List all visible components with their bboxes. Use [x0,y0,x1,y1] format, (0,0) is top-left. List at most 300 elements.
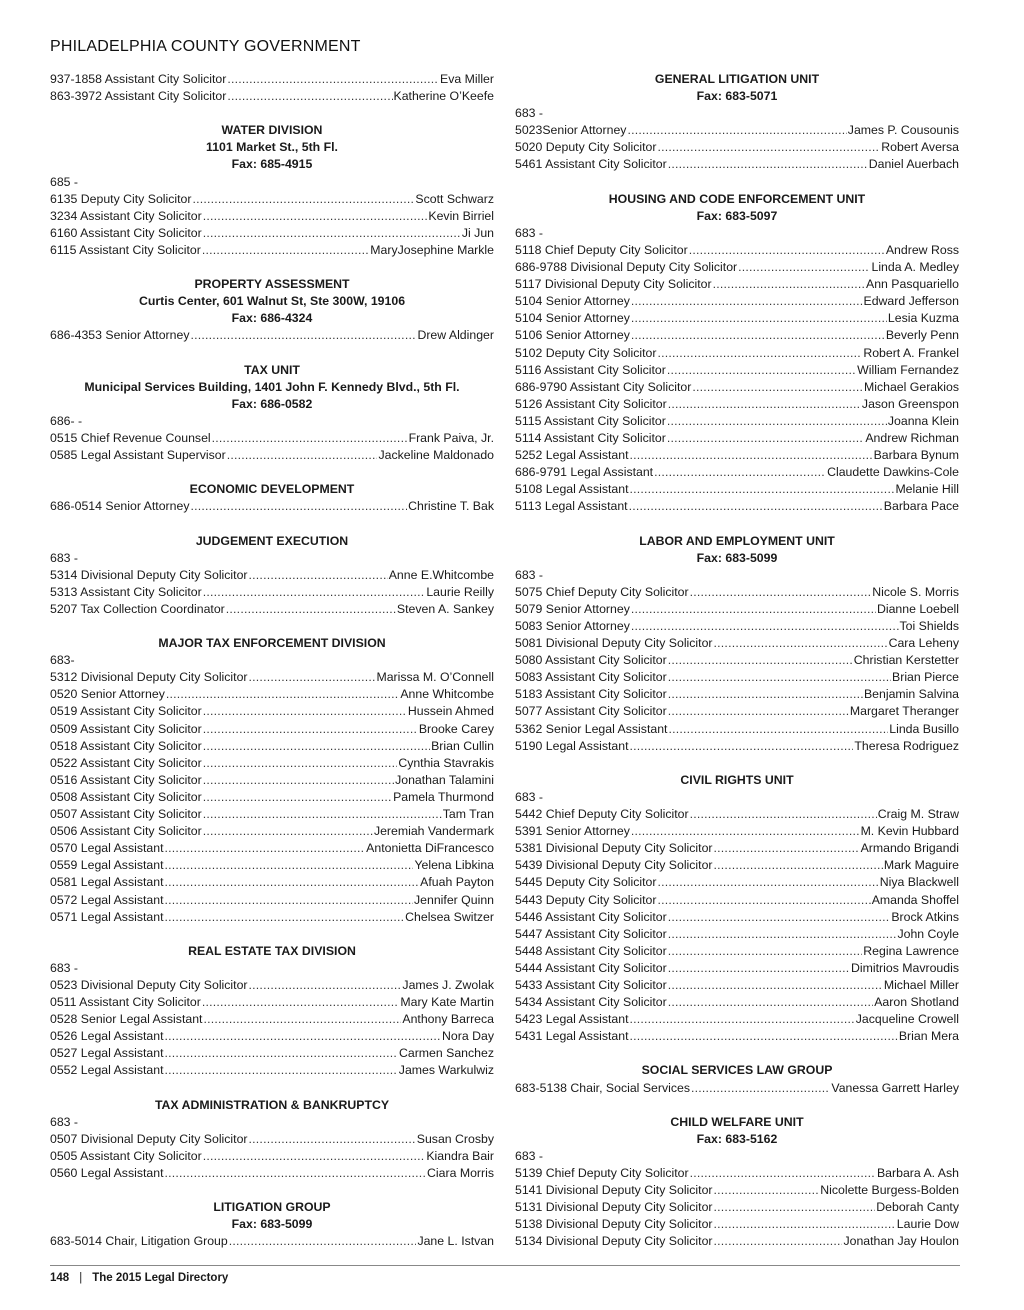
entry-name: Claudette Dawkins-Cole [827,465,959,480]
entry-title: 0505 Assistant City Solicitor [50,1148,202,1163]
entry-name: Afuah Payton [420,875,494,890]
entry-title: 5141 Divisional Deputy City Solicitor [515,1183,713,1198]
dot-leader [165,840,366,857]
dot-leader [203,738,430,755]
dot-leader [631,310,887,327]
dot-leader [657,345,862,362]
entry-name: James J. Zwolak [402,977,494,992]
page-number: 148 [50,1272,70,1284]
entry-name: Niya Blackwell [879,875,959,890]
phone-prefix: 683 - [515,225,544,240]
dot-leader [165,857,414,874]
entry-title: 0528 Senior Legal Assistant [50,1012,203,1027]
dot-leader [668,994,873,1011]
section-heading: ECONOMIC DEVELOPMENT [189,482,355,497]
entry-name: Theresa Rodriguez [854,738,959,753]
directory-entry [50,327,494,344]
directory-entry [50,242,494,259]
section-spacer [515,174,959,191]
entry-title: 0581 Legal Assistant [50,875,164,890]
directory-entry [50,88,494,105]
entry-name: Kiandra Bair [426,1148,494,1163]
entry-title: 5314 Divisional Deputy City Solicitor [50,567,248,582]
entry-name: Katherine O’Keefe [393,89,494,104]
entry-title: 686-9791 Legal Assistant [515,465,654,480]
directory-entry [50,1233,494,1250]
directory-entry [50,874,494,891]
dot-leader [226,601,396,618]
section-spacer [515,1097,959,1114]
entry-title: 5439 Divisional Deputy City Solicitor [515,858,713,873]
directory-entry [50,601,494,618]
directory-entry [50,772,494,789]
entry-title: 0520 Senior Attorney [50,687,165,702]
directory-entry [515,738,959,755]
entry-name: Christian Kerstetter [853,653,959,668]
directory-entry [50,430,494,447]
dot-leader [668,943,863,960]
section-spacer [50,1080,494,1097]
dot-leader [249,1131,416,1148]
directory-entry [515,310,959,327]
dot-leader [631,327,885,344]
section-heading: Municipal Services Building, 1401 John F. Kennedy Blvd., 5th Fl. [84,379,460,394]
entry-title: 5446 Assistant City Solicitor [515,909,667,924]
section-heading: PROPERTY ASSESSMENT [194,277,350,292]
entry-name: James Warkulwiz [398,1063,494,1078]
entry-title: 937-1858 Assistant City Solicitor [50,72,227,86]
directory-entry [50,447,494,464]
entry-title: 5431 Legal Assistant [515,1029,629,1044]
entry-title: 0519 Assistant City Solicitor [50,704,202,719]
section-heading: 1101 Market St., 5th Fl. [206,140,338,155]
entry-title: 5313 Assistant City Solicitor [50,584,202,599]
dot-leader [657,874,878,891]
entry-title: 0511 Assistant City Solicitor [50,995,201,1010]
phone-prefix: 683- [50,653,75,668]
left-column [50,71,494,1250]
entry-name: Mary Kate Martin [400,995,494,1010]
dot-leader [203,789,392,806]
entry-name: Robert Aversa [881,140,959,155]
directory-entry [515,1080,959,1097]
entry-title: 5139 Chief Deputy City Solicitor [515,1166,689,1180]
entry-name: M. Kevin Hubbard [860,824,959,839]
entry-name: Kevin Birriel [428,208,494,223]
directory-entry [50,721,494,738]
directory-entry [50,738,494,755]
entry-name: Barbara Bynum [873,448,959,463]
directory-entry [50,703,494,720]
right-column [515,71,959,1250]
entry-title: 0523 Divisional Deputy City Solicitor [50,977,248,992]
dot-leader [714,635,888,652]
dot-leader [630,481,895,498]
dot-leader [166,686,400,703]
entry-name: Susan Crosby [416,1131,494,1146]
dot-leader [165,909,405,926]
dot-leader [627,122,846,139]
directory-entry [515,413,959,430]
section-spacer [50,926,494,943]
directory-entry [50,755,494,772]
entry-title: 5081 Divisional Deputy City Solicitor [515,636,713,651]
entry-name: Chelsea Switzer [405,909,494,924]
entry-title: 5104 Senior Attorney [515,311,630,326]
page-title: PHILADELPHIA COUNTY GOVERNMENT [50,38,361,55]
dot-leader [202,994,400,1011]
entry-title: 686-4353 Senior Attorney [50,328,190,343]
entry-name: James P. Cousounis [847,123,959,138]
entry-name: Dianne Loebell [876,601,959,616]
entry-name: Lesia Kuzma [887,311,959,326]
entry-title: 0522 Assistant City Solicitor [50,755,202,770]
entry-name: Steven A. Sankey [396,601,494,616]
entry-name: Regina Lawrence [863,943,959,958]
dot-leader [667,430,865,447]
section-spacer [50,1182,494,1199]
dot-leader [203,823,373,840]
dot-leader [668,960,850,977]
entry-title: 5126 Assistant City Solicitor [515,396,667,411]
section-heading: TAX ADMINISTRATION & BANKRUPTCY [154,1097,390,1112]
entry-title: 0571 Legal Assistant [50,909,164,924]
dot-leader [714,1233,843,1250]
entry-name: Cara Leheny [888,636,959,651]
entry-title: 5447 Assistant City Solicitor [515,926,667,941]
entry-name: Benjamin Salvina [863,687,959,702]
entry-name: Beverly Penn [885,328,959,343]
entry-title: 0560 Legal Assistant [50,1166,164,1180]
entry-name: Laurie Dow [896,1217,959,1232]
dot-leader [202,242,369,259]
entry-title: 0507 Assistant City Solicitor [50,807,202,822]
entry-name: Mark Maguire [883,858,959,873]
dot-leader [190,327,416,344]
entry-name: Toi Shields [899,619,959,633]
phone-prefix: 683 - [50,960,79,975]
entry-title: 5020 Deputy City Solicitor [515,140,657,155]
entry-title: 5448 Assistant City Solicitor [515,943,667,958]
directory-entry [515,686,959,703]
directory-entry [515,994,959,1011]
dot-leader [249,977,402,994]
dot-leader [714,1182,820,1199]
dot-leader [212,430,408,447]
directory-entry [515,481,959,498]
entry-title: 6115 Assistant City Solicitor [50,242,201,257]
dot-leader [203,721,418,738]
dot-leader [203,772,394,789]
dot-leader [165,892,414,909]
entry-name: Ji Jun [461,225,494,240]
entry-name: Linda A. Medley [871,260,959,275]
phone-prefix: 685 - [50,174,79,189]
entry-title: 0585 Legal Assistant Supervisor [50,448,226,463]
section-spacer [50,618,494,635]
directory-entry [50,1148,494,1165]
entry-title: 5115 Assistant City Solicitor [515,413,666,428]
dot-leader [203,806,442,823]
entry-title: 5077 Assistant City Solicitor [515,704,667,719]
section-heading: Fax: 683-5099 [696,550,778,565]
phone-prefix: 683 - [515,106,544,121]
dot-leader [631,823,860,840]
directory-entry [515,122,959,139]
entry-name: Daniel Auerbach [868,157,959,172]
directory-entry [515,447,959,464]
dot-leader [668,669,891,686]
section-heading: Fax: 686-4324 [231,311,313,326]
entry-title: 6135 Deputy City Solicitor [50,191,192,206]
dot-leader [714,1216,896,1233]
footer-separator: | [79,1272,83,1284]
directory-entry [515,652,959,669]
directory-entry [50,498,494,515]
entry-title: 5252 Legal Assistant [515,448,629,463]
section-heading: TAX UNIT [244,362,300,377]
directory-entry [50,191,494,208]
entry-title: 686-9790 Assistant City Solicitor [515,379,692,394]
directory-entry [50,71,494,88]
entry-name: Hussein Ahmed [407,704,494,719]
dot-leader [631,601,876,618]
directory-entry [515,943,959,960]
section-heading: WATER DIVISION [221,123,323,138]
dot-leader [667,413,887,430]
entry-title: 5381 Divisional Deputy City Solicitor [515,841,713,856]
directory-entry [50,225,494,242]
dot-leader [689,242,885,259]
directory-entry [50,1045,494,1062]
directory-entry [515,703,959,720]
phone-prefix: 686- - [50,413,83,428]
directory-entry [50,669,494,686]
entry-title: 5080 Assistant City Solicitor [515,653,667,668]
entry-title: 5444 Assistant City Solicitor [515,960,667,975]
entry-name: Craig M. Straw [877,807,959,822]
entry-name: Vanessa Garrett Harley [831,1080,959,1095]
entry-name: Anne Whitcombe [400,687,494,702]
directory-entry [515,242,959,259]
dot-leader [630,447,873,464]
directory-entry [515,1165,959,1182]
directory-entry [50,806,494,823]
entry-name: Amanda Shoffel [871,892,959,907]
entry-title: 5183 Assistant City Solicitor [515,687,667,702]
section-heading: LITIGATION GROUP [213,1200,331,1215]
entry-title: 683-5014 Chair, Litigation Group [50,1234,228,1249]
directory-entry [515,379,959,396]
entry-title: 0509 Assistant City Solicitor [50,721,202,736]
dot-leader [691,1080,830,1097]
directory-entry [515,293,959,310]
entry-name: Frank Paiva, Jr. [408,430,494,445]
dot-leader [714,1199,876,1216]
directory-entry [515,396,959,413]
directory-entry [515,362,959,379]
entry-title: 5104 Senior Attorney [515,294,630,309]
entry-title: 5075 Chief Deputy City Solicitor [515,584,689,599]
section-spacer [50,345,494,362]
entry-title: 5423 Legal Assistant [515,1012,629,1027]
entry-title: 686-9788 Divisional Deputy City Solicitor [515,260,738,275]
section-spacer [50,259,494,276]
entry-name: Brian Pierce [892,670,959,685]
dot-leader [668,721,888,738]
entry-title: 0570 Legal Assistant [50,841,164,856]
entry-name: Jason Greenspon [861,396,959,411]
dot-leader [668,703,849,720]
entry-name: Nicole S. Morris [872,584,959,599]
dot-leader [657,892,870,909]
entry-name: Cynthia Stavrakis [398,755,494,770]
directory-entry [50,1028,494,1045]
entry-name: Jackeline Maldonado [378,448,494,463]
directory-entry [515,139,959,156]
dot-leader [630,1011,855,1028]
dot-leader [668,909,891,926]
dot-leader [714,857,883,874]
entry-title: 5362 Senior Legal Assistant [515,721,668,736]
section-heading: CIVIL RIGHTS UNIT [680,772,794,787]
entry-name: Laurie Reilly [426,584,494,599]
directory-entry [515,635,959,652]
entry-title: 683-5138 Chair, Social Services [515,1080,690,1095]
directory-entry [50,1165,494,1182]
directory-entry [515,1233,959,1250]
section-heading: Fax: 686-0582 [231,396,313,411]
dot-leader [657,139,880,156]
directory-entry [515,806,959,823]
directory-entry [50,840,494,857]
directory-entry [50,994,494,1011]
directory-entry [50,1062,494,1079]
entry-title: 5079 Senior Attorney [515,601,630,616]
dot-leader [165,874,420,891]
dot-leader [165,1062,398,1079]
entry-name: Michael Gerakios [864,379,959,394]
directory-entry [515,601,959,618]
entry-name: Marissa M. O’Connell [376,670,494,685]
entry-name: Jeremiah Vandermark [373,824,494,839]
dot-leader [203,703,407,720]
dot-leader [229,1233,417,1250]
entry-title: 5023Senior Attorney [515,123,627,138]
phone-prefix: 683 - [515,1148,544,1163]
entry-title: 6160 Assistant City Solicitor [50,225,202,240]
section-spacer [50,515,494,532]
entry-title: 5445 Deputy City Solicitor [515,875,657,890]
entry-name: Jonathan Jay Houlon [843,1234,959,1249]
entry-name: Deborah Canty [876,1200,959,1215]
entry-title: 3234 Assistant City Solicitor [50,208,202,223]
entry-title: 5442 Chief Deputy City Solicitor [515,807,689,822]
entry-name: Drew Aldinger [417,328,494,343]
directory-entry [50,892,494,909]
directory-entry [515,926,959,943]
entry-name: Brooke Carey [418,721,494,736]
section-heading: JUDGEMENT EXECUTION [195,533,349,548]
dot-leader [190,498,407,515]
entry-name: Jacqueline Crowell [855,1012,959,1027]
directory-entry [515,909,959,926]
directory-entry [515,1011,959,1028]
directory-entry [515,584,959,601]
entry-name: Scott Schwarz [415,191,494,206]
entry-title: 5207 Tax Collection Coordinator [50,601,225,616]
entry-name: Jonathan Talamini [395,772,494,787]
entry-title: 0515 Chief Revenue Counsel [50,430,211,445]
entry-title: 5118 Chief Deputy City Solicitor [515,242,688,257]
entry-name: Nora Day [442,1029,494,1044]
directory-entry [515,823,959,840]
entry-title: 5443 Deputy City Solicitor [515,892,657,907]
entry-name: William Fernandez [857,362,959,377]
dot-leader [249,669,376,686]
directory-entry [515,498,959,515]
phone-prefix: 683 - [50,550,79,565]
directory-entry [515,1199,959,1216]
directory-entry [515,960,959,977]
dot-leader [165,1165,427,1182]
section-spacer [515,1045,959,1062]
dot-leader [667,362,856,379]
dot-leader [165,1045,398,1062]
entry-title: 5131 Divisional Deputy City Solicitor [515,1200,713,1215]
entry-name: Anne E.Whitcombe [388,567,494,582]
section-heading: Fax: 683-5097 [696,208,778,223]
dot-leader [227,88,392,105]
dot-leader [203,755,398,772]
directory-entry [515,345,959,362]
entry-title: 5102 Deputy City Solicitor [515,345,657,360]
directory-entry [50,789,494,806]
entry-name: MaryJosephine Markle [370,242,494,257]
entry-title: 5117 Divisional Deputy City Solicitor [515,277,712,292]
directory-entry [50,584,494,601]
entry-title: 5083 Assistant City Solicitor [515,670,667,685]
entry-name: Eva Miller [440,72,494,86]
dot-leader [630,738,854,755]
entry-title: 5190 Legal Assistant [515,738,629,753]
directory-entry [515,669,959,686]
entry-title: 863-3972 Assistant City Solicitor [50,89,227,104]
directory-entry [50,1131,494,1148]
directory-entry [50,686,494,703]
entry-name: Ciara Morris [427,1166,494,1180]
directory-entry [515,156,959,173]
dot-leader [630,1028,898,1045]
entry-name: Christine T. Bak [408,499,494,514]
section-heading: MAJOR TAX ENFORCEMENT DIVISION [158,636,386,651]
entry-name: Barbara A. Ash [876,1166,959,1180]
dot-leader [203,584,426,601]
directory-entry [515,840,959,857]
section-spacer [50,105,494,122]
entry-title: 0572 Legal Assistant [50,892,164,907]
entry-name: Brian Mera [898,1029,959,1044]
section-heading: Fax: 685-4915 [231,157,313,172]
section-spacer [50,464,494,481]
section-heading: LABOR AND EMPLOYMENT UNIT [639,533,835,548]
section-heading: CHILD WELFARE UNIT [670,1114,804,1129]
entry-title: 5106 Senior Attorney [515,328,630,343]
entry-title: 0518 Assistant City Solicitor [50,738,202,753]
entry-name: Linda Busillo [889,721,959,736]
directory-entry [515,874,959,891]
entry-name: Nicolette Burgess-Bolden [820,1183,959,1198]
